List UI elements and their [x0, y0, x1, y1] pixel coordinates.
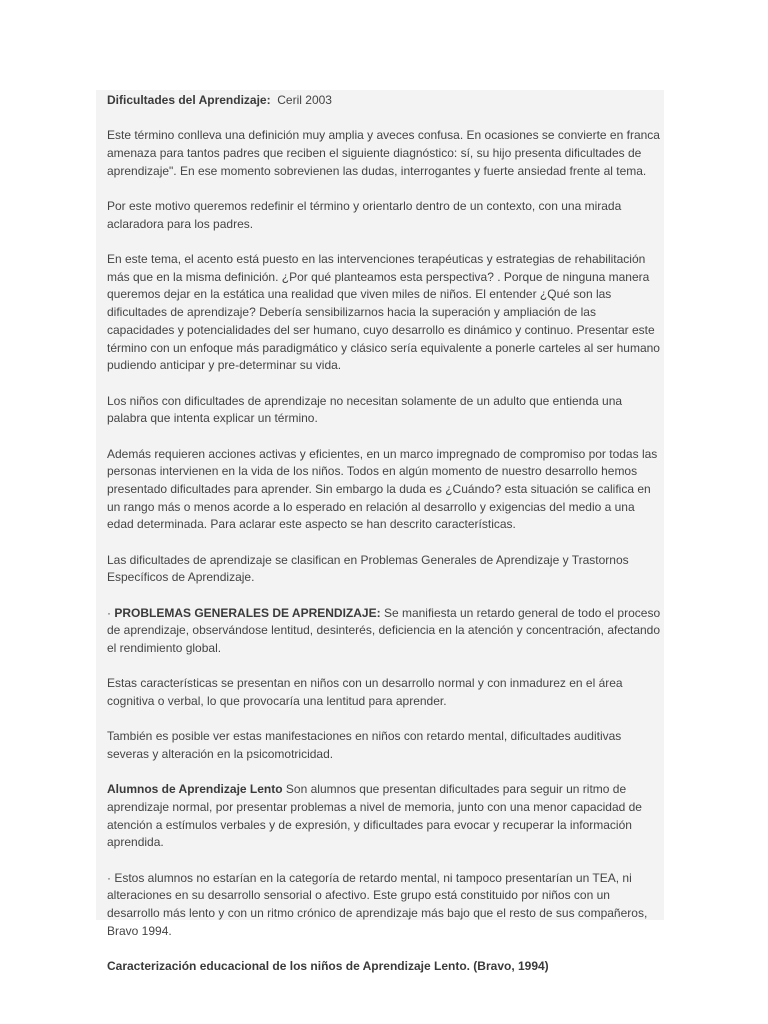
title-bold: Dificultades del Aprendizaje: [107, 93, 271, 107]
document-body [107, 92, 663, 993]
paragraph-11: · Estos alumnos no estarían en la categoría de retardo mental, ni tampoco presentarían un TEA, ni alteraciones en su desarrollo sensorial o afectivo. Este grupo está constituido por niños con un desarrollo más lento y con un ritmo crónico de aprendizaje más bajo que el resto de sus compañeros, Bravo 1994. [107, 870, 648, 938]
paragraph-1: Este término conlleva una definición muy amplia y aveces confusa. En ocasiones se convierte en franca amenaza para tantos padres que reciben el siguiente diagnóstico: sí, su hijo presenta dificultades de aprendizaje". En ese momento sobrevienen las dudas, interrogantes y fuerte ansiedad frente al tema. [107, 128, 660, 178]
paragraph-10 [107, 781, 663, 852]
section-heading-aprendizaje-lento: Alumnos de Aprendizaje Lento [107, 782, 283, 797]
paragraph-4: Los niños con dificultades de aprendizaje no necesitan solamente de un adulto que entienda una palabra que intenta explicar un término. [107, 393, 623, 426]
paragraph-9: También es posible ver estas manifestaciones en niños con retardo mental, dificultades auditivas severas y alteración en la psicomotricidad. [107, 729, 622, 762]
paragraph-2: Por este motivo queremos redefinir el término y orientarlo dentro de un contexto, con una mirada aclaradora para los padres. [107, 199, 622, 231]
paragraph-5: Además requieren acciones activas y eficientes, en un marco impregnado de compromiso por todas las personas intervienen en la vida de los niños. Todos en algún momento de nuestro desarrollo hemos presentado dificultades para aprender. Sin embargo la duda es ¿Cuándo? esta situación se califica en un rango más o menos acorde a lo esperado en relación al desarrollo y exigencias del medio a una edad determinada. Para aclarar este aspecto se han descrito características. [107, 446, 658, 532]
paragraph-6: Las dificultades de aprendizaje se clasifican en Problemas Generales de Aprendizaje y Trastornos Específicos de Aprendizaje. [107, 552, 629, 585]
paragraph-12 [107, 958, 663, 976]
title-rest: Ceril 2003 [277, 93, 332, 107]
paragraph-10-text: Son alumnos que presentan dificultades para seguir un ritmo de aprendizaje normal, por presentar problemas a nivel de memoria, junto con una menor capacidad de atención a estímulos verbales y de expresión, y dificultades para evocar y recuperar la información aprendida. [107, 782, 642, 850]
document-title [107, 92, 663, 110]
paragraph-8: Estas características se presentan en niños con un desarrollo normal y con inmadurez en el área cognitiva o verbal, lo que provocaría una lentitud para aprender. [107, 676, 623, 709]
bullet-marker: · [107, 605, 111, 620]
paragraph-7-text: Se manifiesta un retardo general de todo el proceso de aprendizaje, observándose lentitud, desinterés, deficiencia en la atención y concentración, afectando el rendimiento global. [107, 605, 661, 656]
paragraph-7 [107, 605, 663, 658]
paragraph-3: En este tema, el acento está puesto en las intervenciones terapéuticas y estrategias de rehabilitación más que en la misma definición. ¿Por qué planteamos esta perspectiva? . Porque de ninguna manera queremos dejar en la estática una realidad que viven miles de niños. El entender ¿Qué son las dificultades de aprendizaje? Debería sensibilizarnos hacia la superación y ampliación de las capacidades y potencialidades del ser humano, cuyo desarrollo es dinámico y continuo. Presentar este término con un enfoque más paradigmático y clásico sería equivalente a ponerle carteles al ser humano pudiendo anticipar y pre-determinar su vida. [107, 252, 660, 373]
section-heading-caracterizacion: Caracterización educacional de los niños de Aprendizaje Lento. (Bravo, 1994) [107, 959, 549, 974]
section-heading-problemas-generales: PROBLEMAS GENERALES DE APRENDIZAJE: [114, 605, 381, 620]
